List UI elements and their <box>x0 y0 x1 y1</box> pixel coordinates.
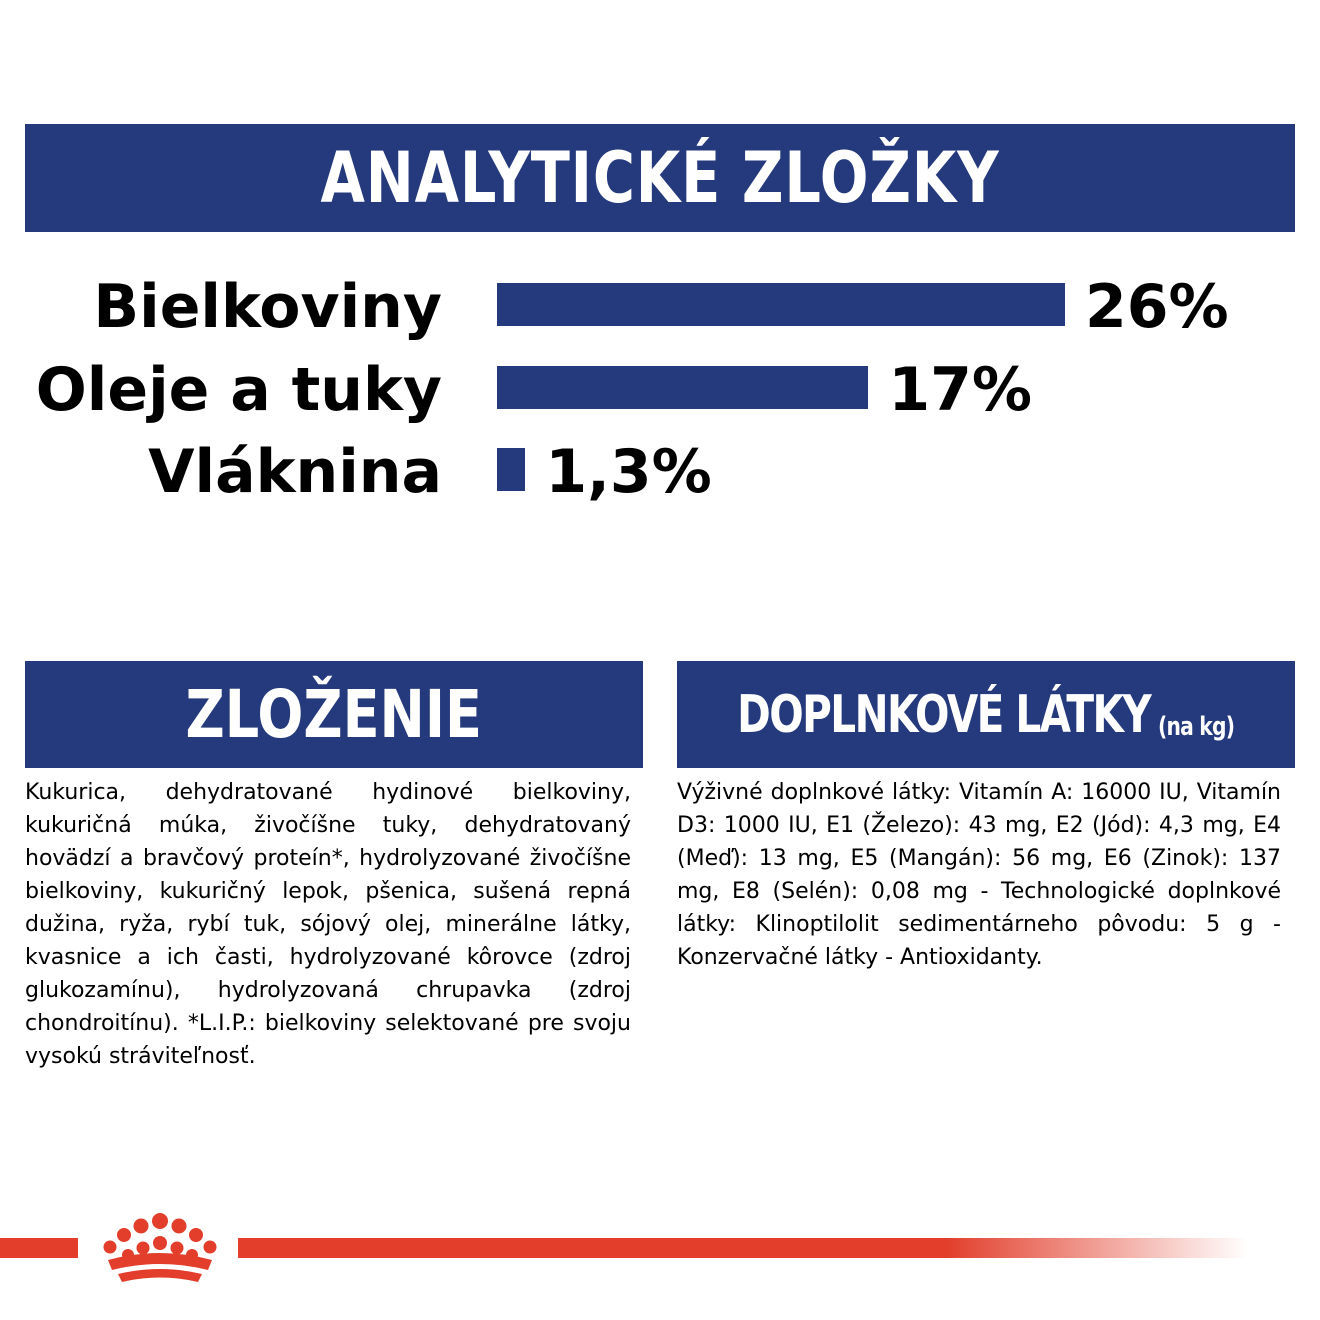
composition-text: Kukurica, dehydratované hydinové bielkoviny, kukuričná múka, živočíšne tuky, dehydratovaný hovädzí a bravčový proteín*, hydrolyzované živočíšne bielkoviny, kukuričný lepok, pšenica, sušená repná dužina, ryža, rybí tuk, sójový olej, minerálne látky, kvasnice a ich časti, hydrolyzované kôrovce (zdroj glukozamínu), hydrolyzovaná chrupavka (zdroj chondroitínu). *L.I.P.: bielkoviny selektované pre svoju vysokú stráviteľnosť. <box>25 780 631 1069</box>
composition-heading <box>25 661 643 768</box>
royal-canin-crown-icon <box>90 1210 230 1290</box>
brand-footer <box>0 1210 1320 1290</box>
value-label-0: 26% <box>1085 272 1229 342</box>
additives-heading-text: DOPLNKOVÉ LÁTKY <box>737 684 1151 745</box>
additives-heading <box>677 661 1295 768</box>
additives-unit-text: (na kg) <box>1158 711 1235 742</box>
category-label-2: Vláknina <box>148 437 442 507</box>
additives-text: Výživné doplnkové látky: Vitamín A: 16000 IU, Vitamín D3: 1000 IU, E1 (Železo): 43 mg, E2 (Jód): 4,3 mg, E4 (Meď): 13 mg, E5 (Mangán): 56 mg, E6 (Zinok): 137 mg, E8 (Selén): 0,08 mg - Technologické doplnkové látky: Klinoptilolit sedimentárneho pôvodu: 5 g - Konzervačné látky - Antioxidanty. <box>677 780 1281 970</box>
bar-0 <box>497 283 1065 326</box>
analytic-heading <box>25 124 1295 232</box>
analytic-bar-chart <box>0 262 1320 512</box>
analytic-heading-text: ANALYTICKÉ ZLOŽKY <box>320 137 1000 219</box>
bar-2 <box>497 448 525 491</box>
brand-stripe-right <box>238 1238 1248 1258</box>
composition-heading-text: ZLOŽENIE <box>185 676 483 753</box>
category-label-1: Oleje a tuky <box>35 355 442 425</box>
value-label-1: 17% <box>888 355 1032 425</box>
category-label-0: Bielkoviny <box>93 272 442 342</box>
bar-1 <box>497 366 868 409</box>
value-label-2: 1,3% <box>545 437 712 507</box>
brand-stripe-left <box>0 1238 78 1258</box>
